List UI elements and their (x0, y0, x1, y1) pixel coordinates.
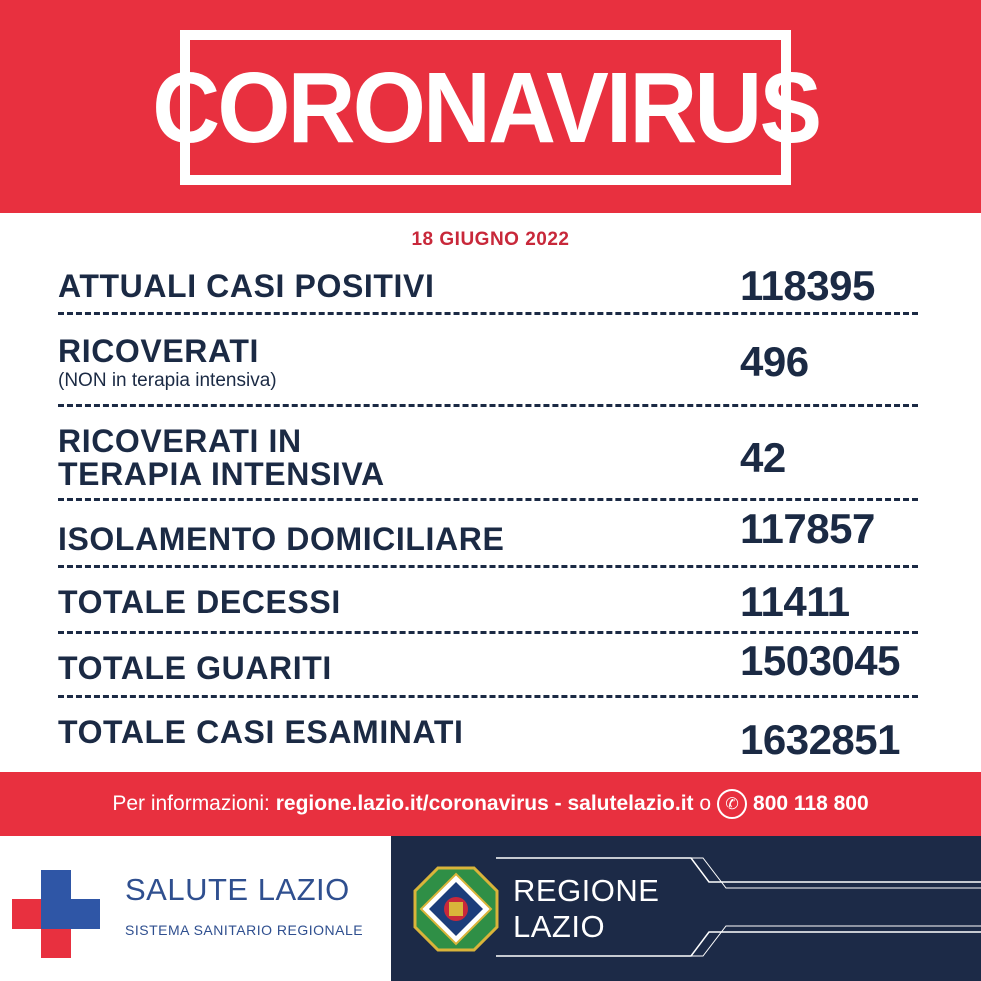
regione-lazio-text (513, 873, 659, 945)
report-date: 18 GIUGNO 2022 (411, 229, 570, 250)
stat-label: RICOVERATI (58, 333, 259, 369)
stat-sublabel: (NON in terapia intensiva) (58, 370, 277, 391)
regione-lazio-logo-area (391, 836, 981, 981)
info-bar (0, 772, 981, 836)
divider (58, 404, 918, 407)
divider (58, 695, 918, 698)
divider (58, 631, 918, 634)
stat-value: 496 (740, 338, 809, 385)
divider (58, 565, 918, 568)
page-title: CORONAVIRUS (151, 51, 820, 164)
stat-value: 11411 (740, 578, 850, 625)
stat-label: ISOLAMENTO DOMICILIARE (58, 521, 505, 557)
info-or: o (699, 792, 712, 815)
health-cross-icon (12, 870, 100, 958)
divider (58, 498, 918, 501)
info-prefix: Per informazioni: (112, 792, 270, 815)
regione-line2: LAZIO (513, 909, 606, 944)
stat-label-line2: TERAPIA INTENSIVA (58, 456, 385, 492)
info-separator: - (554, 792, 562, 815)
link-salutelazio[interactable]: salutelazio.it (567, 792, 694, 815)
stat-label: TOTALE GUARITI (58, 650, 332, 686)
stat-label: ATTUALI CASI POSITIVI (58, 268, 435, 304)
header-banner (0, 0, 981, 213)
phone-number[interactable]: 800 118 800 (753, 792, 869, 815)
stat-value: 117857 (740, 505, 875, 552)
stat-value: 118395 (740, 262, 875, 309)
regione-emblem-icon (413, 866, 499, 952)
stat-value: 42 (740, 434, 786, 481)
phone-icon: ✆ (717, 789, 747, 819)
stat-label-line1: RICOVERATI IN (58, 423, 302, 459)
salute-lazio-subtitle: SISTEMA SANITARIO REGIONALE (125, 922, 364, 938)
stat-label: TOTALE DECESSI (58, 584, 341, 620)
title-frame (151, 30, 820, 185)
link-regione-coronavirus[interactable]: regione.lazio.it/coronavirus (275, 792, 549, 815)
stat-label: TOTALE CASI ESAMINATI (58, 714, 464, 750)
regione-line1: REGIONE (513, 873, 660, 908)
divider (58, 312, 918, 315)
stat-value: 1503045 (740, 637, 901, 684)
title-inner (151, 40, 820, 175)
stat-value: 1632851 (740, 716, 901, 763)
salute-lazio-title: SALUTE LAZIO (125, 872, 350, 907)
